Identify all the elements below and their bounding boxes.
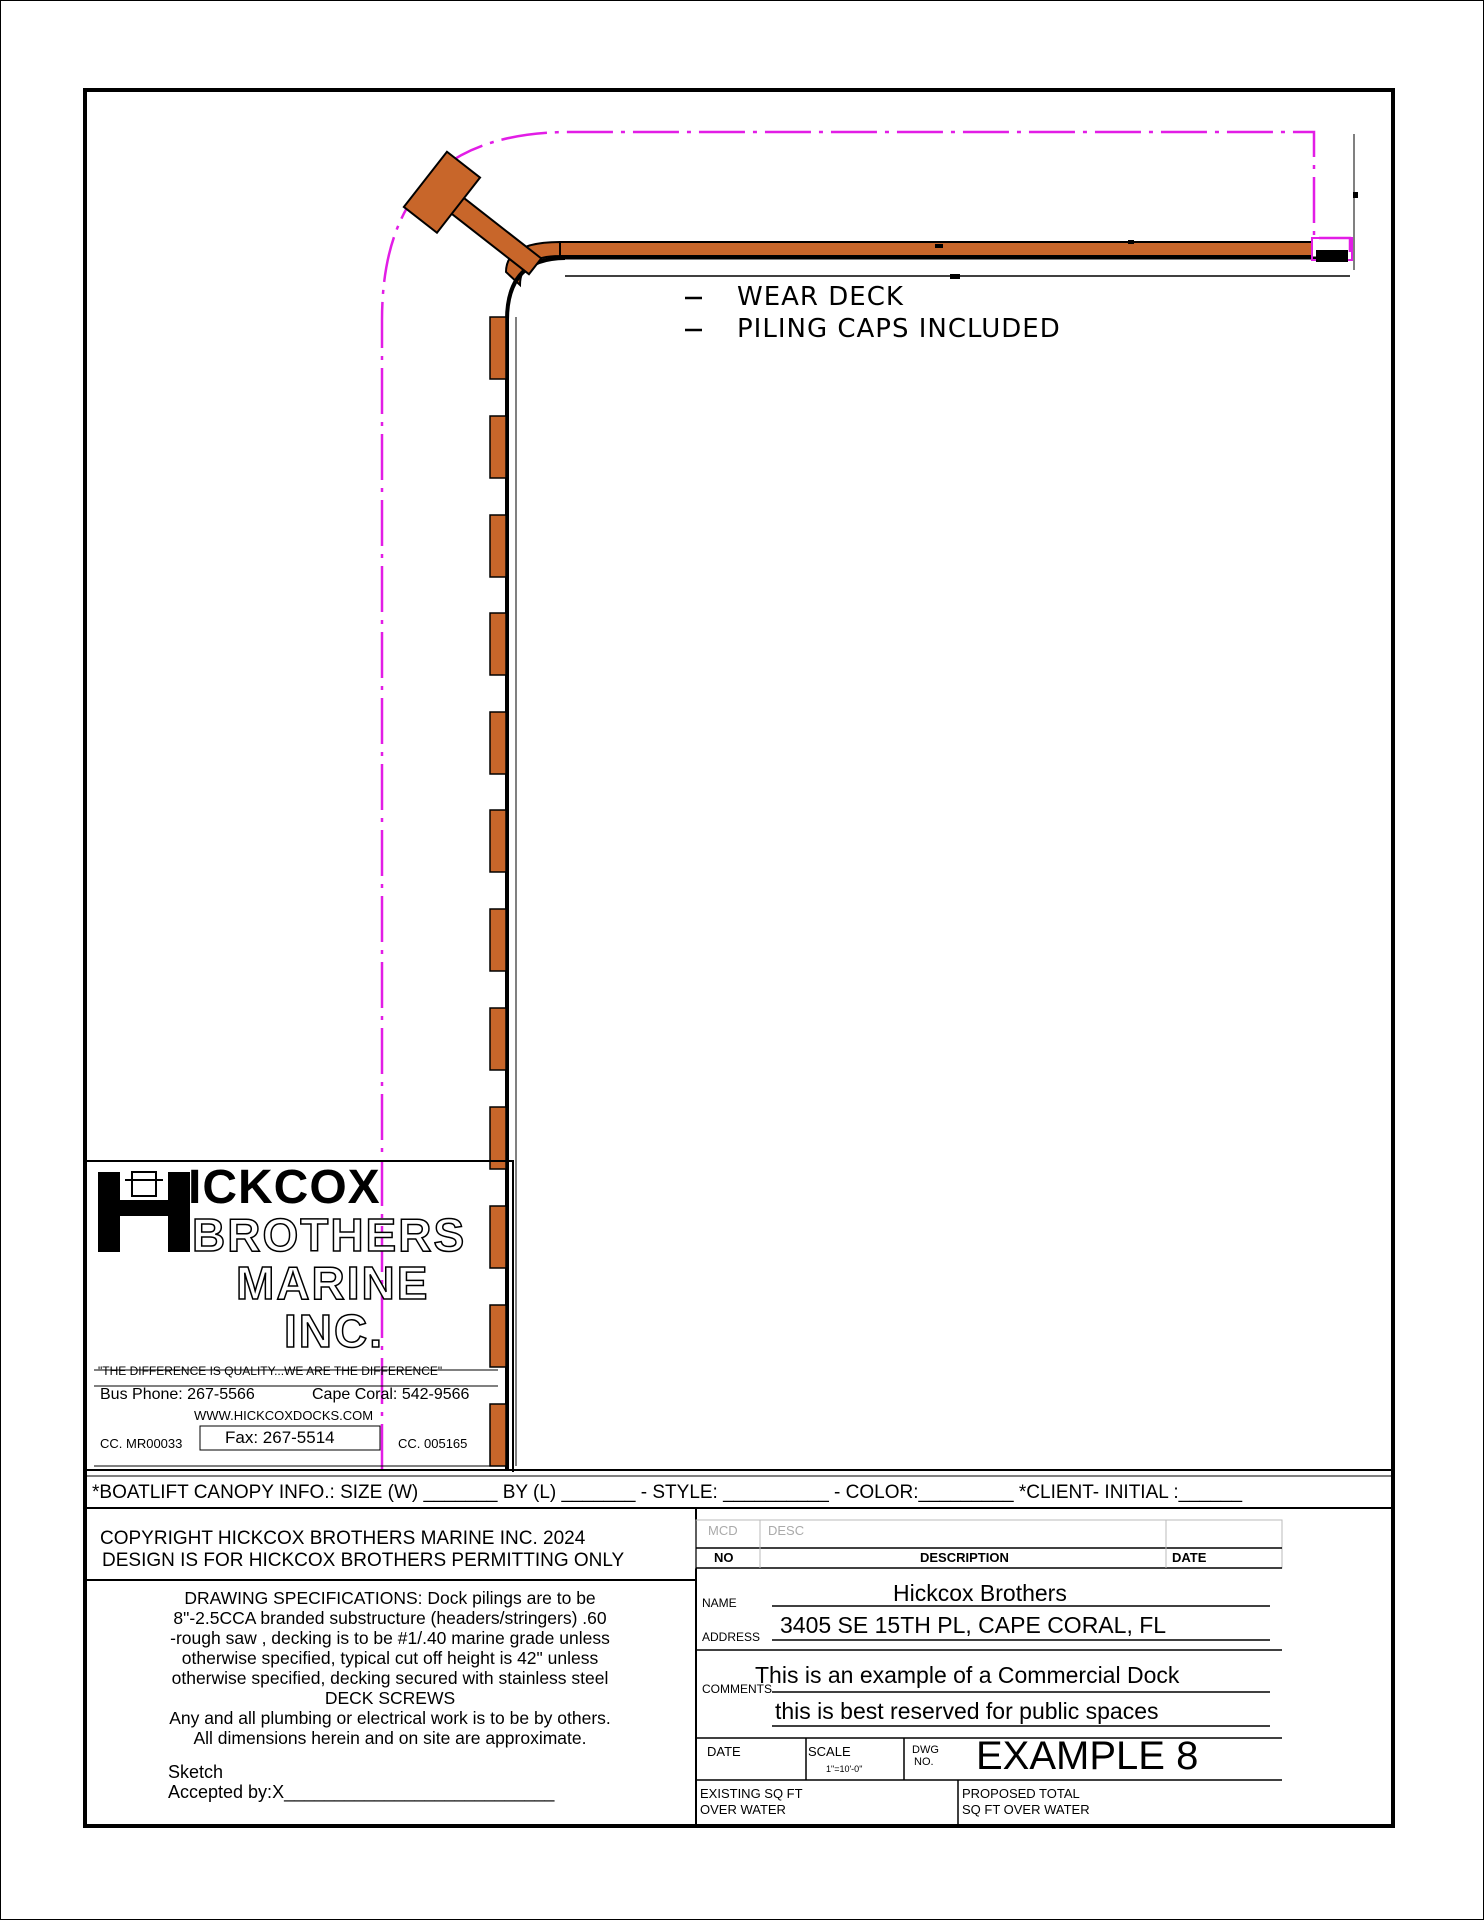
note-piling-caps: PILING CAPS INCLUDED xyxy=(737,314,1061,344)
gangway xyxy=(404,152,557,293)
address-label: ADDRESS xyxy=(702,1630,761,1644)
existing-over-water-label: OVER WATER xyxy=(700,1802,786,1817)
dwg-no-label: NO. xyxy=(914,1756,934,1768)
comment-line-1: This is an example of a Commercial Dock xyxy=(755,1662,1180,1688)
copyright-line: COPYRIGHT HICKCOX BROTHERS MARINE INC. 2024 xyxy=(100,1528,586,1549)
date-label: DATE xyxy=(707,1744,741,1759)
revision-description-header: DESCRIPTION xyxy=(920,1550,1009,1565)
piling xyxy=(490,613,506,675)
scale-value: 1"=10'-0" xyxy=(826,1764,863,1774)
website: WWW.HICKCOXDOCKS.COM xyxy=(194,1408,374,1423)
sketch-accepted-by: Accepted by:X___________________________ xyxy=(168,1782,555,1802)
existing-sq-ft-label: EXISTING SQ FT xyxy=(700,1786,803,1801)
logo-marine: MARINE xyxy=(236,1257,430,1309)
logo-inc: INC. xyxy=(284,1305,384,1357)
revision-date-header: DATE xyxy=(1172,1550,1207,1565)
client-address: 3405 SE 15TH PL, CAPE CORAL, FL xyxy=(780,1612,1167,1638)
piling xyxy=(490,317,506,379)
comment-line-2: this is best reserved for public spaces xyxy=(775,1698,1159,1724)
client-name: Hickcox Brothers xyxy=(893,1580,1067,1606)
logo-tagline: "THE DIFFERENCE IS QUALITY...WE ARE THE DIFFERENCE" xyxy=(98,1364,443,1378)
comments-label: COMMENTS xyxy=(702,1682,772,1696)
drawing-number: EXAMPLE 8 xyxy=(976,1734,1199,1778)
revision-desc: DESC xyxy=(768,1523,805,1538)
permitting-line: DESIGN IS FOR HICKCOX BROTHERS PERMITTING ONLY xyxy=(102,1550,625,1571)
cc-license-right: CC. 005165 xyxy=(398,1436,468,1451)
proposed-total-label: PROPOSED TOTAL xyxy=(962,1786,1080,1801)
piling xyxy=(490,712,506,774)
boatlift-canopy-info: *BOATLIFT CANOPY INFO.: SIZE (W) _______ BY (L) _______ - STYLE: __________ - COLOR:_________ *CLIENT- INITIAL :______ xyxy=(92,1482,1243,1503)
bus-phone: Bus Phone: 267-5566 xyxy=(100,1386,255,1403)
piling xyxy=(490,909,506,971)
fax: Fax: 267-5514 xyxy=(225,1428,335,1447)
cc-license-left: CC. MR00033 xyxy=(100,1436,183,1451)
dock-end-block xyxy=(1316,250,1348,262)
revision-mcd: MCD xyxy=(708,1523,738,1538)
piling xyxy=(490,416,506,478)
revision-no-header: NO xyxy=(714,1550,734,1565)
dwg-label: DWG xyxy=(912,1744,939,1756)
piling xyxy=(490,1008,506,1070)
name-label: NAME xyxy=(702,1596,737,1610)
cape-coral-phone: Cape Coral: 542-9566 xyxy=(312,1386,470,1403)
logo-brothers: BROTHERS xyxy=(192,1209,467,1261)
dimension-marker xyxy=(1353,192,1358,198)
logo-ickcox: ICKCOX xyxy=(188,1161,381,1214)
scale-label: SCALE xyxy=(808,1744,851,1759)
drawing-specifications: DRAWING SPECIFICATIONS: Dock pilings are to be 8"-2.5CCA branded substructure (headers/stringers) .60 -rough saw , decking is to be #1/.40 marine grade unless otherwise specified, typical cut off height is 42" unless otherwise specified, decking secured with stainless steel DECK SCREWS Any and all plumbing or electrical work is to be by others. All dimensions herein and on site are approximate. xyxy=(169,1588,611,1748)
piling xyxy=(490,515,506,577)
note-wear-deck: WEAR DECK xyxy=(737,282,904,312)
proposed-over-water-label: SQ FT OVER WATER xyxy=(962,1802,1090,1817)
sketch-label: Sketch xyxy=(168,1762,224,1782)
piling xyxy=(490,810,506,872)
